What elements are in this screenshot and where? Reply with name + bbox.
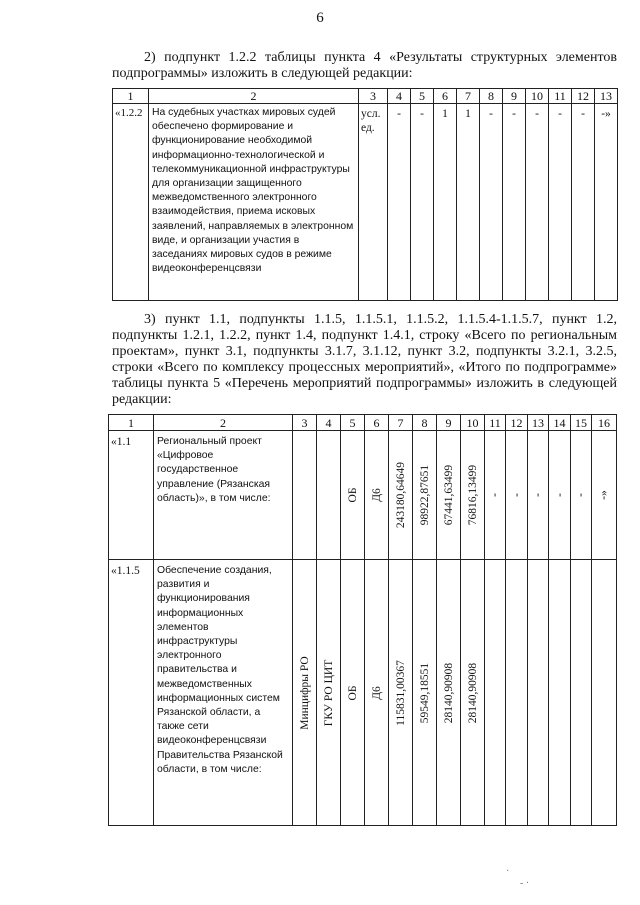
- col-header: 7: [457, 89, 480, 104]
- value-cell: -: [572, 104, 595, 301]
- row-description: Обеспечение создания, развития и функционирования информационных элементов инфраструктуры электронного правительства и межведомственных информационных систем Рязанской области, а также сети видеоконференцсвязи Правительства Рязанской области, в том числе:: [154, 560, 293, 826]
- col-header: 9: [437, 415, 461, 431]
- year-cell: [528, 560, 549, 826]
- col-header: 7: [389, 415, 413, 431]
- year-cell: [592, 560, 617, 826]
- table2-header-row: [109, 415, 617, 431]
- total-cell: [389, 560, 413, 826]
- row-description: Региональный проект «Цифровое государственное управление (Рязанская область)», в том числе:: [154, 431, 293, 560]
- year-cell: [549, 431, 571, 560]
- year-value: 59549,18551: [418, 662, 431, 723]
- col-header: 4: [388, 89, 411, 104]
- value-cell: -»: [595, 104, 618, 301]
- total-value: 243180,64649: [394, 461, 407, 529]
- col-header: 3: [293, 415, 317, 431]
- budget-cell: [341, 560, 365, 826]
- table1-header-row: [113, 89, 618, 104]
- col-header: 11: [485, 415, 506, 431]
- year-cell: [461, 560, 485, 826]
- participant-cell: [317, 560, 341, 826]
- table-row: [109, 431, 617, 560]
- value-cell: -: [526, 104, 549, 301]
- paragraph-2: [112, 50, 617, 82]
- col-header: 2: [149, 89, 359, 104]
- col-header: 12: [506, 415, 528, 431]
- value-cell: -: [503, 104, 526, 301]
- col-header: 6: [434, 89, 457, 104]
- year-value: 67441,63499: [442, 464, 455, 526]
- col-header: 13: [595, 89, 618, 104]
- year-cell: [413, 560, 437, 826]
- value-cell: -: [549, 104, 572, 301]
- paragraph-3-text: 3) пункт 1.1, подпункты 1.1.5, 1.1.5.1, 1.1.5.2, 1.1.5.4-1.1.5.7, пункт 1.2, подпункты 1.2.1, 1.2.2, пункт 1.4, подпункт 1.4.1, строку «Всего по региональным проектам», пункт 3.1, подпункты 3.1.7, 3.1.12, пункт 3.2, подпункты 3.2.1, 3.2.5, строки «Всего по комплексу процессных мероприятий», «Итого по подпрограмме» таблицы пункта 5 «Перечень мероприятий подпрограммы» изложить в следующей редакции:: [112, 312, 617, 407]
- results-table: [112, 88, 618, 301]
- budget-text: ОБ: [346, 487, 359, 503]
- scan-speck: ·: [506, 866, 510, 877]
- executor-cell: [293, 431, 317, 560]
- col-header: 9: [503, 89, 526, 104]
- value-cell: -: [388, 104, 411, 301]
- code-cell: [365, 431, 389, 560]
- year-cell: [571, 431, 592, 560]
- year-value: -: [575, 493, 587, 497]
- col-header: 5: [411, 89, 434, 104]
- budget-text: ОБ: [346, 685, 359, 700]
- year-value: 76816,13499: [466, 464, 479, 526]
- year-value: -: [489, 493, 501, 497]
- year-value: -: [553, 493, 566, 497]
- col-header: 1: [113, 89, 149, 104]
- col-header: 2: [154, 415, 293, 431]
- col-header: 15: [571, 415, 592, 431]
- row-number: «1.2.2: [113, 104, 149, 301]
- col-header: 1: [109, 415, 154, 431]
- code-text: Д6: [370, 488, 383, 502]
- col-header: 3: [359, 89, 388, 104]
- col-header: 11: [549, 89, 572, 104]
- col-header: 5: [341, 415, 365, 431]
- participant-cell: [317, 431, 341, 560]
- year-value: -: [532, 493, 544, 497]
- row-number: «1.1.5: [109, 560, 154, 826]
- year-cell: [592, 431, 617, 560]
- year-cell: [461, 431, 485, 560]
- table-row: [113, 104, 618, 301]
- col-header: 14: [549, 415, 571, 431]
- code-text: Д6: [370, 685, 383, 700]
- col-header: 8: [413, 415, 437, 431]
- col-header: 4: [317, 415, 341, 431]
- unit-cell: усл. ед.: [359, 104, 388, 301]
- year-value: 28140,90908: [466, 662, 479, 723]
- year-cell: [437, 431, 461, 560]
- year-value: 28140,90908: [442, 662, 455, 723]
- row-description: На судебных участках мировых судей обеспечено формирование и функционирование необходимой информационно-технологической и телекоммуникационной инфраструктуры для организации защищенного межведомственного электронного взаимодействия, приема исковых заявлений, направляемых в электронном виде, и организации участия в заседаниях мировых судов в режиме видеоконференцсвязи: [149, 104, 359, 301]
- value-cell: 1: [457, 104, 480, 301]
- col-header: 16: [592, 415, 617, 431]
- col-header: 8: [480, 89, 503, 104]
- scan-speck: - ·: [520, 878, 530, 889]
- row-number: «1.1: [109, 431, 154, 560]
- executor-cell: [293, 560, 317, 826]
- value-cell: -: [480, 104, 503, 301]
- year-cell: [528, 431, 549, 560]
- year-value: -»: [598, 490, 610, 500]
- page-number: 6: [316, 10, 324, 26]
- table-row: [109, 560, 617, 826]
- value-cell: 1: [434, 104, 457, 301]
- total-value: 115831,00367: [394, 659, 407, 726]
- executor-text: Минцифры РО: [298, 655, 311, 730]
- col-header: 10: [461, 415, 485, 431]
- year-cell: [549, 560, 571, 826]
- year-cell: [485, 560, 506, 826]
- budget-cell: [341, 431, 365, 560]
- year-cell: [485, 431, 506, 560]
- year-cell: [571, 560, 592, 826]
- col-header: 6: [365, 415, 389, 431]
- code-cell: [365, 560, 389, 826]
- measures-table: [108, 414, 617, 826]
- col-header: 13: [528, 415, 549, 431]
- paragraph-2-text: 2) подпункт 1.2.2 таблицы пункта 4 «Результаты структурных элементов подпрограммы» изложить в следующей редакции:: [112, 50, 617, 81]
- col-header: 10: [526, 89, 549, 104]
- total-cell: [389, 431, 413, 560]
- year-cell: [506, 560, 528, 826]
- year-value: -: [510, 493, 523, 497]
- year-cell: [437, 560, 461, 826]
- year-value: 98922,87651: [418, 464, 431, 526]
- participant-text: ГКУ РО ЦИТ: [322, 659, 335, 726]
- year-cell: [506, 431, 528, 560]
- year-cell: [413, 431, 437, 560]
- paragraph-3: [112, 312, 617, 408]
- col-header: 12: [572, 89, 595, 104]
- value-cell: -: [411, 104, 434, 301]
